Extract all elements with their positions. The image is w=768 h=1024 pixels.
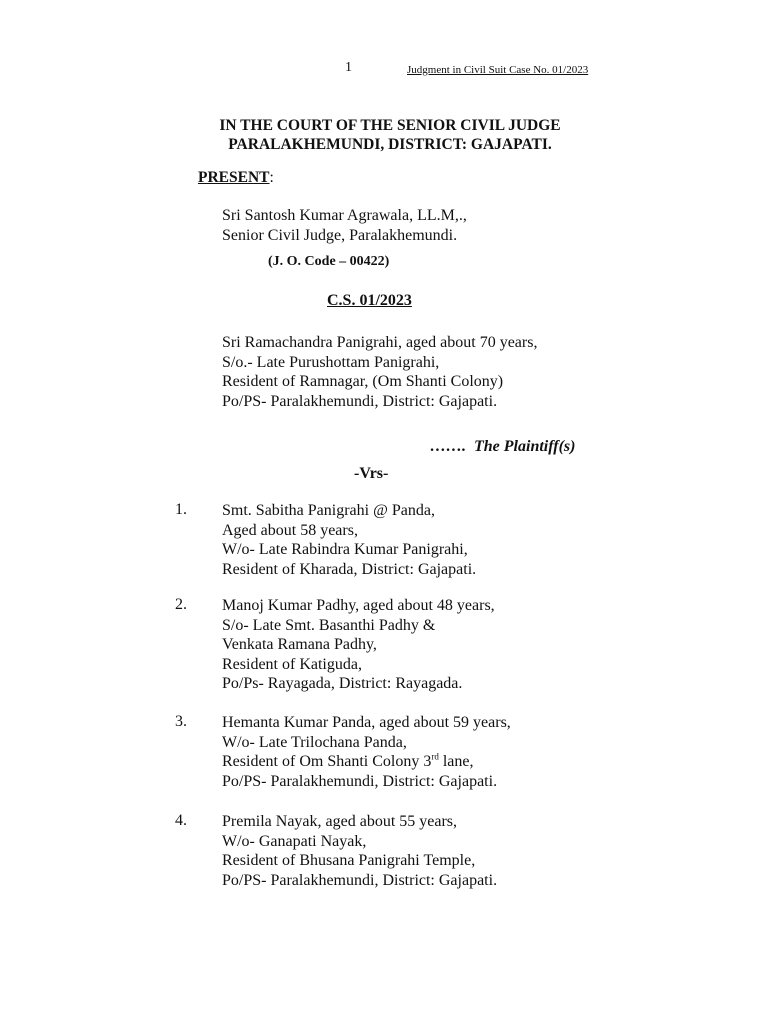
present-label-text: PRESENT: [198, 169, 270, 186]
plaintiff-line: Sri Ramachandra Panigrahi, aged about 70 years,: [222, 334, 538, 351]
lane-text: lane,: [438, 753, 474, 770]
present-label: [198, 169, 274, 187]
defendant-line: Smt. Sabitha Panigrahi @ Panda,: [222, 502, 435, 519]
running-header-title: Judgment in Civil Suit Case No. 01/2023: [407, 64, 589, 76]
defendant-2-details: [222, 596, 495, 694]
court-heading-line-1: IN THE COURT OF THE SENIOR CIVIL JUDGE: [219, 117, 561, 134]
defendant-4-details: [222, 812, 497, 890]
plaintiff-role: [430, 438, 575, 456]
versus-label: -Vrs-: [354, 465, 389, 482]
plaintiff-dots: …….: [430, 438, 466, 455]
defendant-line: Resident of Kharada, District: Gajapati.: [222, 560, 477, 578]
defendant-line: W/o- Late Trilochana Panda,: [222, 733, 407, 751]
ordinal-suffix: rd: [431, 751, 439, 762]
defendant-line: S/o- Late Smt. Basanthi Padhy &: [222, 616, 436, 634]
judge-name: Sri Santosh Kumar Agrawala, LL.M,.,: [222, 207, 467, 224]
defendant-number: 4.: [175, 812, 187, 829]
judge-block: [222, 206, 467, 246]
court-heading: [0, 116, 768, 154]
case-number: C.S. 01/2023: [327, 292, 412, 309]
plaintiff-role-label: The Plaintiff(s): [474, 438, 576, 455]
defendant-line: Resident of Bhusana Panigrahi Temple,: [222, 852, 476, 869]
jo-code: (J. O. Code – 00422): [268, 254, 390, 269]
court-heading-line-2: PARALAKHEMUNDI, DISTRICT: GAJAPATI.: [228, 136, 552, 153]
defendant-line: W/o- Late Rabindra Kumar Panigrahi,: [222, 541, 468, 558]
defendant-line: Venkata Ramana Padhy,: [222, 636, 377, 653]
judge-title: Senior Civil Judge, Paralakhemundi.: [222, 227, 458, 244]
defendant-number: 1.: [175, 501, 187, 518]
defendant-line-colony: [222, 752, 511, 772]
plaintiff-details: [222, 333, 537, 411]
defendant-number: 2.: [175, 596, 187, 613]
defendant-line: Hemanta Kumar Panda, aged about 59 years,: [222, 714, 511, 731]
defendant-line: Premila Nayak, aged about 55 years,: [222, 813, 458, 830]
defendant-1-details: [222, 501, 476, 579]
defendant-3-details: [222, 713, 511, 791]
plaintiff-line: S/o.- Late Purushottam Panigrahi,: [222, 353, 440, 371]
defendant-line: Po/PS- Paralakhemundi, District: Gajapati.: [222, 871, 498, 889]
defendant-line: Resident of Katiguda,: [222, 655, 362, 673]
defendant-line: Manoj Kumar Padhy, aged about 48 years,: [222, 597, 495, 614]
defendant-line: W/o- Ganapati Nayak,: [222, 832, 367, 850]
defendant-number: 3.: [175, 713, 187, 730]
plaintiff-line: Resident of Ramnagar, (Om Shanti Colony): [222, 373, 504, 390]
defendant-colony-text: Resident of Om Shanti Colony 3: [222, 753, 432, 770]
defendant-line: Po/Ps- Rayagada, District: Rayagada.: [222, 675, 463, 692]
present-colon: :: [269, 169, 274, 186]
defendant-line: Po/PS- Paralakhemundi, District: Gajapati.: [222, 772, 498, 790]
defendant-line: Aged about 58 years,: [222, 521, 358, 539]
plaintiff-line: Po/PS- Paralakhemundi, District: Gajapati.: [222, 392, 498, 410]
page-number: 1: [345, 60, 352, 75]
